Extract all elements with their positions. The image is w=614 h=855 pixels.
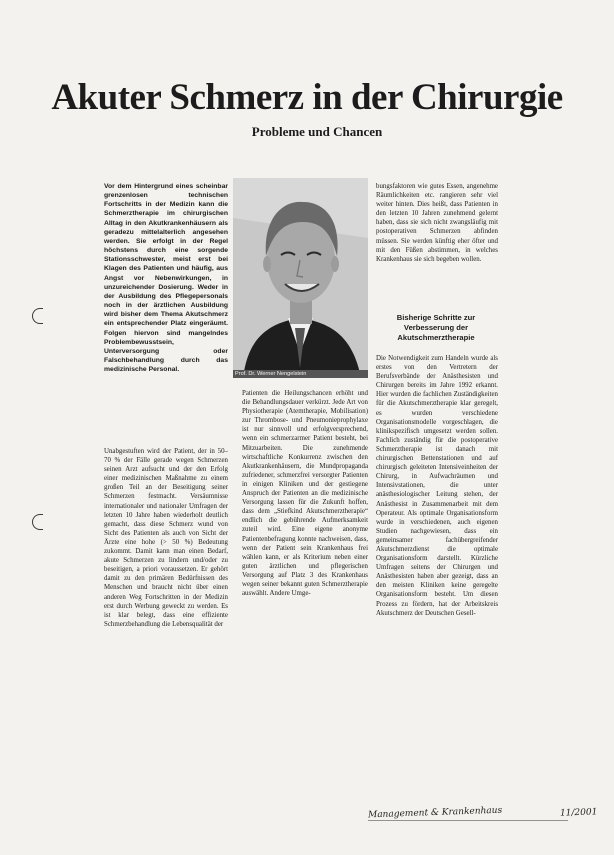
lead-text: Vor dem Hintergrund eines scheinbar grenzenlosen technischen Fortschritts in der Medizin kann die Schmerztherapie im chirurgischen Alltag in den Akutkrankenhäusern als geradezu mittelalterlich angesehen werden. Sie erfolgt in der Regel höchstens durch eine sorgende Stationsschwester, meist erst bei Klagen des Patienten und häufig, aus Angst vor Nebenwirkungen, in unzureichender Dosierung. Weder in der Ausbildung des Pflegepersonals noch in der ärztlichen Ausbildung wird bisher dem Thema Akutschmerz ein entsprechender Platz eingeräumt. Folgen hiervon sind mangelndes Problembewusstsein, Unterversorgung oder Falschbehandlung durch das medizinische Personal. <box>104 183 228 374</box>
section-subheading: Bisherige Schritte zur Verbesserung der Akutschmerztherapie <box>396 313 476 342</box>
article-subtitle: Probleme und Chancen <box>251 124 383 139</box>
column-1-text: Unabgestuften wird der Patient, der in 50–70 % der Fälle gerade wegen Schmerzen seinen Arzt aufsucht und der den Erfolg einer medizinischen Maßnahme zu einem großen Teil an der Beseitigung seiner Schmerzen festmacht. Versäumnisse internationaler und nationaler Umfragen der letzten 10 Jahre haben wiederholt deutlich gemacht, dass diese Schmerz wund von Sicht des Patienten als auch von Sicht der Ärzte eine hohe (> 50 %) Bedeutung zukommt. Damit kann man einen Bedarf, akute Schmerzen zu lindern und/oder zu beseitigen, a priori voraussetzen. Er gehört damit zu den primären Bedürfnissen des Menschen und braucht nicht über einen anderen Weg Fortschritten in der Medizin erst durch Werbung geweckt zu werden. Es ist klar belegt, dass eine effiziente Schmerzbehandlung die Lebensqualität der <box>104 448 228 628</box>
handwritten-date: 11/2001 <box>559 807 598 819</box>
column-3-top-text: bungsfaktoren wie gutes Essen, angenehme Räumlichkeiten etc. rangieren sehr viel weiter hinten. Dies heißt, dass Patienten in den letzten 10 Jahren zunehmend gelernt haben, dass sie sich nicht zwangsläufig mit postoperativen Schmerzen abfinden müssen. Sie werden künftig eher öfter und mit den Füßen abstimmen, in welches Krankenhaus sie sich begeben wollen. <box>376 183 498 263</box>
portrait-image <box>233 178 368 378</box>
column-2-text: Patienten die Heilungschancen erhöht und die Behandlungsdauer verkürzt. Jede Art von Physiotherapie (Atemtherapie, Mobilisation) zur Thrombose- und Pneumonieprophylaxe ist nur sinnvoll und erfolgversprechend, wenn ein schmerzarmer Patient besteht, bei Mitzuarbeiten. Die zunehmende wirtschaftliche Konkurrenz zwischen den Akutkrankenhäusern, die Mundpropaganda zufriedener, schmerzfrei versorgter Patienten in einigen Kliniken und der gestiegene Anspruch der Patienten an die medizinische Versorgung lassen für die Zukunft hoffen, dass dem „Stiefkind Akutschmerztherapie“ endlich die gebührende Aufmerksamkeit zuteil wird. Eine eigene anonyme Patientenbefragung konnte nachweisen, dass, wenn der Patient sein Krankenhaus frei wählen kann, er als Kriterium neben einer guten ärztlichen und pflegerischen Versorgung auf Platz 3 des Krankenhaus wegen seiner bekannt guten Schmerztherapie auswählt. Andere Umge- <box>242 390 368 598</box>
handwriting-underline <box>368 820 568 821</box>
author-portrait-photo <box>233 178 368 378</box>
column-2-body <box>242 389 368 753</box>
column-1-body <box>104 447 228 823</box>
punch-hole-bottom <box>32 514 43 530</box>
photo-caption: Prof. Dr. Werner Nengelstein <box>233 370 368 378</box>
column-3-body <box>376 354 498 776</box>
column-3-text: Die Notwendigkeit zum Handeln wurde als erstes von den Vertretern der Berufsverbände der Anästhesisten und Chirurgen bereits im Jahre 1992 erkannt. Hier wurden die fachlichen Zuständigkeiten für die Akutschmerztherapie klar geregelt, es wurden verschiedene Organisationsmodelle vorgeschlagen, die klinikspezifisch umgesetzt werden sollen. Fachlich zuständig für die postoperative Schmerztherapie ist danach mit chirurgischen Bettenstationen und auf chirurgisch geleiteten Intensiveinheiten der Chirurg, in Aufwachräumen und Intensivstationen, die unter anästhesiologischer Leitung stehen, der Anästhesist in Zusammenarbeit mit dem Operateur. Als optimale Organisationsform wurde in verschiedenen, auch eigenen Studien nachgewiesen, dass ein gemeinsamer fachübergreifender Akutschmerzdienst die optimale Organisationsform darstellt. Kürzliche Umfragen seitens der Chirurgen und Anästhesisten haben aber gezeigt, dass an den meisten Kliniken keine geregelte Organisationsform besteht. Um diesen Prozess zu fördern, hat der Arbeitskreis Akutschmerz der Deutschen Gesell- <box>376 355 498 617</box>
punch-hole-top <box>32 308 43 324</box>
column-3-top <box>376 182 498 300</box>
lead-paragraph <box>104 182 228 430</box>
handwritten-source-note: Management & Krankenhaus <box>367 805 503 821</box>
article-title: Akuter Schmerz in der Chirurgie <box>51 77 563 118</box>
